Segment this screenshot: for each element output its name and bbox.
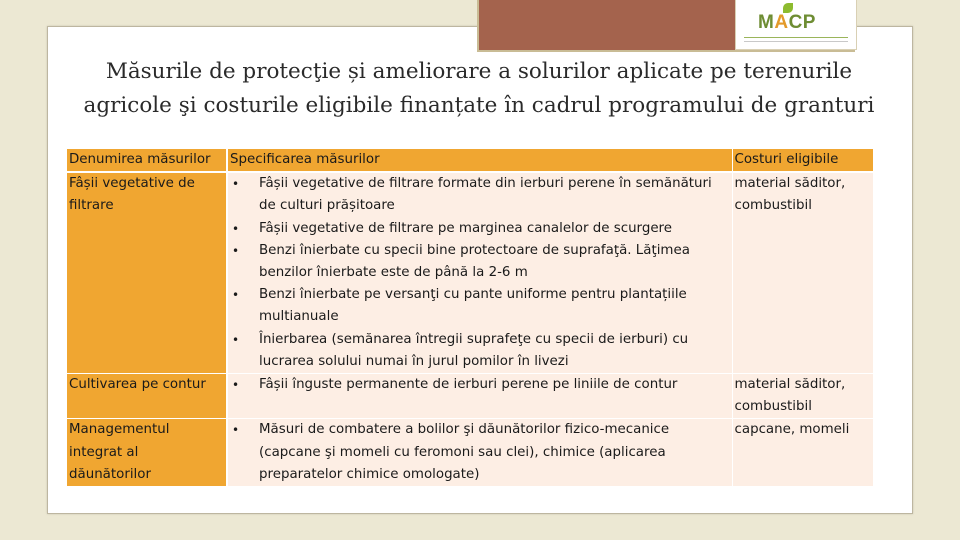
bullet-list bbox=[230, 374, 730, 396]
measure-spec bbox=[227, 419, 732, 486]
logo-divider-secondary bbox=[744, 41, 848, 42]
bullet-list bbox=[230, 173, 730, 373]
slide-title bbox=[48, 55, 910, 123]
header-measure-spec: Specificarea măsurilor bbox=[227, 149, 732, 172]
list-item: • Benzi înierbate cu specii bine protectoare de suprafaţă. Lăţimea benzilor înierbate este de până la 2-6 m bbox=[230, 240, 730, 284]
eligible-costs: capcane, momeli bbox=[732, 419, 873, 486]
table-row bbox=[67, 419, 873, 486]
measure-spec bbox=[227, 172, 732, 373]
bullet-list bbox=[230, 419, 730, 486]
header-measure-name: Denumirea măsurilor bbox=[67, 149, 227, 172]
measure-name: Cultivarea pe contur bbox=[67, 374, 227, 419]
list-item: • Fâșii vegetative de filtrare formate din ierburi perene în semănături de culturi prășitoare bbox=[230, 173, 730, 217]
list-item: • Înierbarea (semănarea întregii suprafeţe cu specii de ierburi) cu lucrarea solului numai în jurul pomilor în livezi bbox=[230, 329, 730, 373]
list-item: • Fâșii vegetative de filtrare pe marginea canalelor de scurgere bbox=[230, 218, 730, 240]
table-row bbox=[67, 374, 873, 419]
measure-spec bbox=[227, 374, 732, 419]
logo-divider bbox=[744, 37, 848, 38]
list-item: • Măsuri de combatere a bolilor şi dăunătorilor fizico-mecanice (capcane şi momeli cu feromoni sau clei), chimice (aplicarea preparatelor chimice omologate) bbox=[230, 419, 730, 486]
list-item: • Fâșii înguste permanente de ierburi perene pe liniile de contur bbox=[230, 374, 730, 396]
title-line-2: agricole şi costurile eligibile finanțate în cadrul programului de granturi bbox=[83, 93, 875, 118]
eligible-costs: material săditor, combustibil bbox=[732, 172, 873, 373]
measure-name: Fâșii vegetative de filtrare bbox=[67, 172, 227, 373]
list-item: • Benzi înierbate pe versanţi cu pante uniforme pentru plantațiile multianuale bbox=[230, 284, 730, 328]
macp-logo bbox=[735, 0, 857, 50]
table-row bbox=[67, 172, 873, 373]
table-header-row bbox=[67, 149, 873, 172]
logo-text: MACP bbox=[758, 12, 816, 33]
measures-table bbox=[67, 149, 873, 486]
header-eligible-costs: Costuri eligibile bbox=[732, 149, 873, 172]
title-line-1: Măsurile de protecţie și ameliorare a solurilor aplicate pe terenurile bbox=[105, 59, 853, 84]
measure-name: Managementul integrat al dăunătorilor bbox=[67, 419, 227, 486]
eligible-costs: material săditor, combustibil bbox=[732, 374, 873, 419]
